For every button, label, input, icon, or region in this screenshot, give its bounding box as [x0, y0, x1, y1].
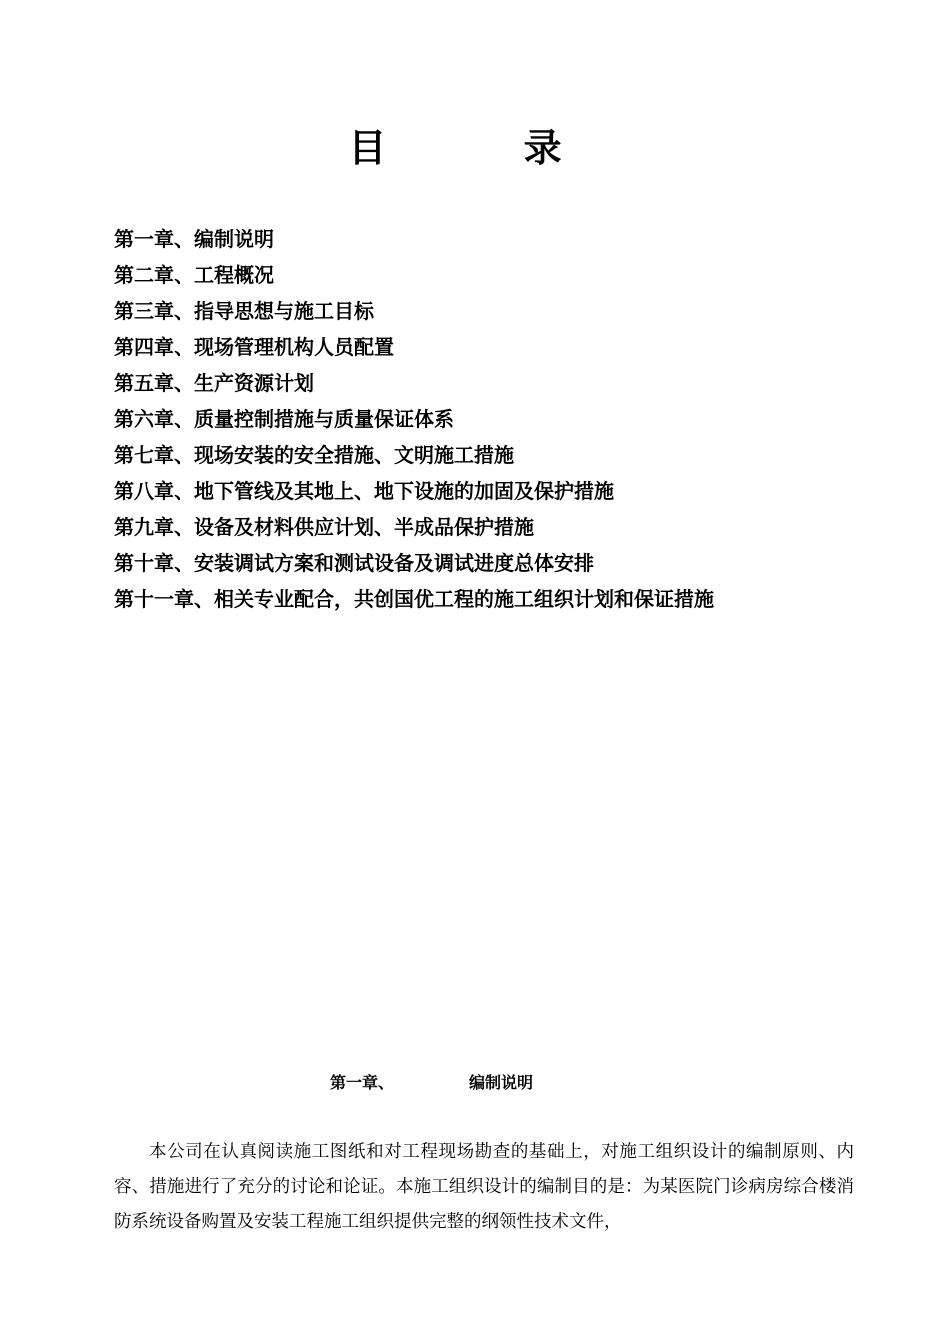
toc-item-chapter-6[interactable]: 第六章、质量控制措施与质量保证体系	[114, 407, 454, 431]
toc-item-chapter-2[interactable]: 第二章、工程概况	[114, 263, 274, 287]
toc-item-chapter-4[interactable]: 第四章、现场管理机构人员配置	[114, 335, 394, 359]
toc-item-chapter-5[interactable]: 第五章、生产资源计划	[114, 371, 314, 395]
toc-item-chapter-3[interactable]: 第三章、指导思想与施工目标	[114, 299, 374, 323]
toc-item-chapter-11[interactable]: 第十一章、相关专业配合，共创国优工程的施工组织计划和保证措施	[114, 587, 714, 611]
toc-item-chapter-10[interactable]: 第十章、安装调试方案和测试设备及调试进度总体安排	[114, 551, 594, 575]
table-of-contents	[114, 221, 874, 617]
page-title	[0, 124, 910, 172]
title-text: 目 录	[348, 126, 624, 170]
chapter-number: 第一章、	[330, 1073, 395, 1092]
toc-item-chapter-1[interactable]: 第一章、编制说明	[114, 227, 274, 251]
chapter-heading	[0, 1071, 950, 1095]
toc-item-chapter-7[interactable]: 第七章、现场安装的安全措施、文明施工措施	[114, 443, 514, 467]
chapter-name: 编制说明	[469, 1073, 534, 1092]
toc-item-chapter-9[interactable]: 第九章、设备及材料供应计划、半成品保护措施	[114, 515, 534, 539]
toc-item-chapter-8[interactable]: 第八章、地下管线及其地上、地下设施的加固及保护措施	[114, 479, 614, 503]
body-paragraph: 本公司在认真阅读施工图纸和对工程现场勘查的基础上，对施工组织设计的编制原则、内容、措施进行了充分的讨论和论证。本施工组织设计的编制目的是：为某医院门诊病房综合楼消防系统设备购置及安装工程施工组织提供完整的纲领性技术文件，	[114, 1142, 854, 1232]
